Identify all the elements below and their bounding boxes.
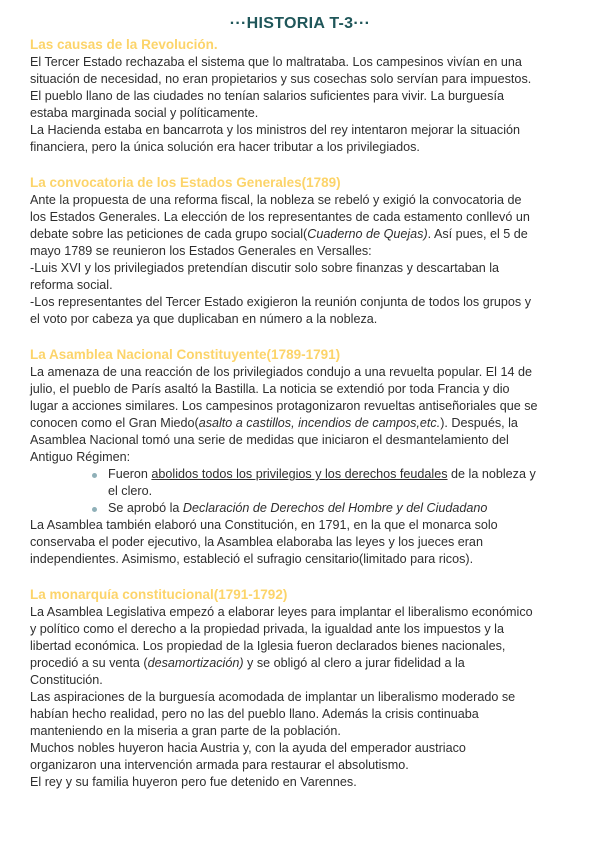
section: [30, 346, 575, 568]
text-run: los Estados Generales. La elección de los representantes de cada estamento conllevó un: [30, 210, 530, 224]
paragraph-line: [30, 689, 575, 706]
paragraph-line: [30, 260, 575, 277]
text-run: manteniendo en la miseria a gran parte de la población.: [30, 724, 341, 738]
section-heading: La convocatoria de los Estados Generales(1789): [30, 175, 341, 190]
paragraph-line: [30, 364, 575, 381]
paragraph-line: [30, 88, 575, 105]
paragraph-line: [30, 277, 575, 294]
text-run: El Tercer Estado rechazaba el sistema que lo maltrataba. Los campesinos vivían en una: [30, 55, 522, 69]
text-run: julio, el pueblo de París asaltó la Bastilla. La noticia se extendió por toda Francia y dio: [30, 382, 510, 396]
text-run: situación de necesidad, no eran propietarios y sus cosechas solo servían para impuestos.: [30, 72, 532, 86]
section: [30, 586, 575, 791]
paragraph-line: [30, 381, 575, 398]
bullet-list-item-line: [30, 466, 575, 483]
text-run: libertad económica. Los propiedad de la Iglesia fueron declarados bienes nacionales,: [30, 639, 506, 653]
section-heading: La Asamblea Nacional Constituyente(1789-1791): [30, 347, 341, 362]
paragraph-line: [30, 209, 575, 226]
paragraph-line: [30, 192, 575, 209]
text-run: Ante la propuesta de una reforma fiscal, la nobleza se rebeló y exigió la convocatoria de: [30, 193, 522, 207]
text-run: Se aprobó la: [108, 501, 183, 515]
section: [30, 174, 575, 328]
paragraph-line: [30, 432, 575, 449]
paragraph-line: [30, 105, 575, 122]
paragraph-line: [30, 638, 575, 655]
text-run: el clero.: [108, 484, 153, 498]
paragraph-line: [30, 54, 575, 71]
section-heading: Las causas de la Revolución.: [30, 37, 218, 52]
paragraph-line: [30, 122, 575, 139]
text-run: mayo 1789 se reunieron los Estados Generales en Versalles:: [30, 244, 372, 258]
text-run: estaba marginada social y políticamente.: [30, 106, 259, 120]
paragraph-line: [30, 415, 575, 432]
text-run: y se obligó al clero a jurar fidelidad a la: [243, 656, 465, 670]
paragraph-line: [30, 311, 575, 328]
paragraph-line: [30, 398, 575, 415]
paragraph-line: [30, 723, 575, 740]
paragraph-line: [30, 740, 575, 757]
paragraph-line: [30, 604, 575, 621]
text-run: financiera, pero la única solución era hacer tributar a los privilegiados.: [30, 140, 420, 154]
text-run: La Hacienda estaba en bancarrota y los ministros del rey intentaron mejorar la situación: [30, 123, 521, 137]
text-run: ). Después, la: [440, 416, 518, 430]
text-run: La Asamblea Legislativa empezó a elaborar leyes para implantar el liberalismo económico: [30, 605, 533, 619]
text-run: Muchos nobles huyeron hacia Austria y, con la ayuda del emperador austriaco: [30, 741, 466, 755]
text-run: el voto por cabeza ya que duplicaban en número a la nobleza.: [30, 312, 378, 326]
document-body: [30, 36, 575, 809]
text-run: conservaba el poder ejecutivo, la Asamblea elaboraba las leyes y los jueces eran: [30, 535, 483, 549]
text-run: -Los representantes del Tercer Estado exigieron la reunión conjunta de todos los grupos y: [30, 295, 532, 309]
text-run: -Luis XVI y los privilegiados pretendían discutir solo sobre finanzas y descartaban la: [30, 261, 500, 275]
text-run: de la nobleza y: [447, 467, 536, 481]
paragraph-line: [30, 757, 575, 774]
underlined-text: abolidos todos los privilegios y los derechos feudales: [151, 467, 448, 481]
paragraph-line: [30, 71, 575, 88]
paragraph-line: [30, 534, 575, 551]
paragraph-line: [30, 517, 575, 534]
text-run: habían hecho realidad, pero no las del pueblo llano. Además la crisis continuaba: [30, 707, 479, 721]
text-run: La amenaza de una reacción de los privilegiados condujo a una revuelta popular. El 14 de: [30, 365, 532, 379]
section: [30, 36, 575, 156]
italic-text: asalto a castillos, incendios de campos,etc.: [198, 416, 441, 430]
italic-text: Declaración de Derechos del Hombre y del Ciudadano: [182, 501, 488, 515]
paragraph-line: [30, 139, 575, 156]
text-run: La Asamblea también elaboró una Constitución, en 1791, en la que el monarca solo: [30, 518, 498, 532]
paragraph-line: [30, 621, 575, 638]
text-run: Las aspiraciones de la burguesía acomodada de implantar un liberalismo moderado se: [30, 690, 516, 704]
text-run: Antiguo Régimen:: [30, 450, 131, 464]
text-run: lugar a acciones similares. Los campesinos protagonizaron revueltas antiseñoriales que se: [30, 399, 538, 413]
paragraph-line: [30, 551, 575, 568]
text-run: organizaron una intervención armada para restaurar el absolutismo.: [30, 758, 409, 772]
paragraph-line: [30, 294, 575, 311]
paragraph-line: [30, 655, 575, 672]
text-run: El pueblo llano de las ciudades no tenían salarios suficientes para vivir. La burguesía: [30, 89, 504, 103]
paragraph-line: [30, 774, 575, 791]
text-run: y político como el derecho a la propiedad privada, la igualdad ante los impuestos y la: [30, 622, 504, 636]
paragraph-line: [30, 243, 575, 260]
bullet-list-item-line: [30, 483, 575, 500]
text-run: conocen como el Gran Miedo(: [30, 416, 199, 430]
bullet-list-item-line: [30, 500, 575, 517]
paragraph-line: [30, 226, 575, 243]
paragraph-line: [30, 706, 575, 723]
paragraph-line: [30, 672, 575, 689]
text-run: independientes. Asimismo, estableció el sufragio censitario(limitado para ricos).: [30, 552, 474, 566]
italic-text: Cuaderno de Quejas): [307, 227, 428, 241]
section-heading: La monarquía constitucional(1791-1792): [30, 587, 288, 602]
text-run: reforma social.: [30, 278, 113, 292]
text-run: debate sobre las peticiones de cada grupo social(: [30, 227, 308, 241]
text-run: Fueron: [108, 467, 152, 481]
text-run: Constitución.: [30, 673, 103, 687]
text-run: . Así pues, el 5 de: [427, 227, 528, 241]
paragraph-line: [30, 449, 575, 466]
text-run: procedió a su venta (: [30, 656, 148, 670]
document-title: ···HISTORIA T-3···: [229, 15, 371, 32]
italic-text: desamortización): [147, 656, 244, 670]
text-run: El rey y su familia huyeron pero fue detenido en Varennes.: [30, 775, 357, 789]
text-run: Asamblea Nacional tomó una serie de medidas que iniciaron el desmantelamiento del: [30, 433, 509, 447]
